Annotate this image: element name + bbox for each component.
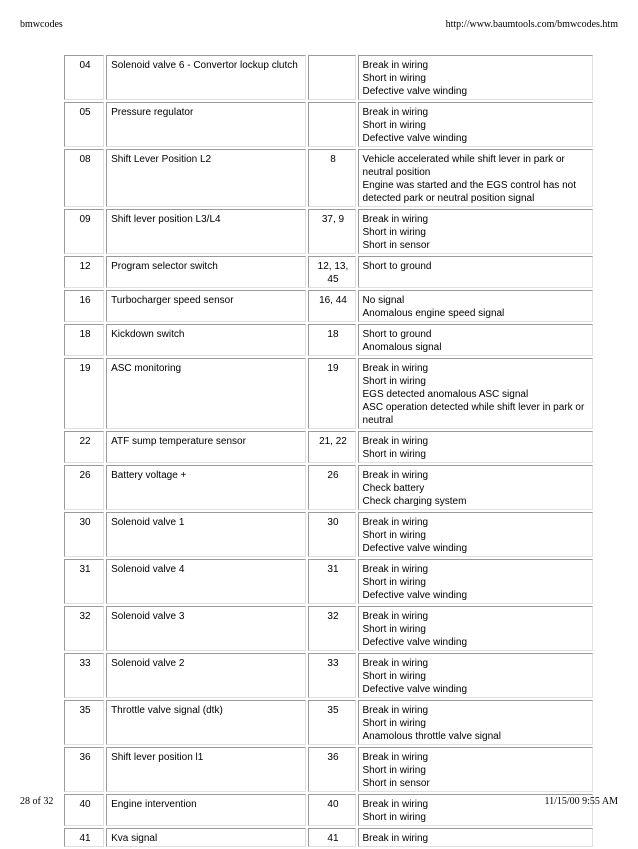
component-description-cell: Solenoid valve 1	[106, 512, 306, 557]
pin-number-cell: 37, 9	[308, 209, 355, 254]
pin-number-cell	[308, 55, 355, 100]
component-description-cell: Shift lever position L3/L4	[106, 209, 306, 254]
fault-condition-line: Check battery	[362, 483, 425, 494]
fault-conditions-cell	[358, 747, 593, 792]
fault-code-cell: 19	[64, 358, 104, 429]
fault-condition-line: Short in wiring	[362, 120, 426, 131]
fault-code-cell: 35	[64, 700, 104, 745]
fault-condition-line: Break in wiring	[362, 214, 429, 225]
page-title: bmwcodes	[20, 19, 63, 30]
fault-condition-line: Break in wiring	[362, 470, 429, 481]
fault-condition-line: Defective valve winding	[362, 684, 468, 695]
table-row	[64, 828, 593, 847]
page-header	[20, 19, 618, 30]
fault-condition-line: Short in wiring	[362, 671, 426, 682]
fault-condition-line: Short in sensor	[362, 240, 430, 251]
pin-number-cell: 32	[308, 606, 355, 651]
component-description-cell: Solenoid valve 2	[106, 653, 306, 698]
fault-conditions-cell	[358, 55, 593, 100]
fault-condition-line: No signal	[362, 295, 405, 306]
pin-number-cell: 19	[308, 358, 355, 429]
pin-number-cell: 30	[308, 512, 355, 557]
fault-condition-line: Defective valve winding	[362, 133, 468, 144]
fault-code-cell: 41	[64, 828, 104, 847]
fault-condition-line: Short in wiring	[362, 449, 426, 460]
fault-condition-line: Short in wiring	[362, 227, 426, 238]
table-row	[64, 465, 593, 510]
fault-code-table	[62, 53, 595, 849]
fault-condition-line: Defective valve winding	[362, 86, 468, 97]
fault-condition-line: Vehicle accelerated while shift lever in park or neutral position	[362, 154, 565, 178]
fault-conditions-cell	[358, 256, 593, 288]
page-url: http://www.baumtools.com/bmwcodes.htm	[445, 19, 618, 30]
fault-conditions-cell	[358, 102, 593, 147]
fault-conditions-cell	[358, 324, 593, 356]
table-row	[64, 747, 593, 792]
fault-conditions-cell	[358, 700, 593, 745]
fault-condition-line: Anamolous throttle valve signal	[362, 731, 501, 742]
fault-conditions-cell	[358, 149, 593, 207]
fault-condition-line: Short in wiring	[362, 577, 426, 588]
table-row	[64, 358, 593, 429]
fault-code-cell: 05	[64, 102, 104, 147]
fault-code-cell: 26	[64, 465, 104, 510]
pin-number-cell: 21, 22	[308, 431, 355, 463]
pin-number-cell: 8	[308, 149, 355, 207]
fault-code-cell: 18	[64, 324, 104, 356]
fault-condition-line: Short in wiring	[362, 812, 426, 823]
fault-conditions-cell	[358, 358, 593, 429]
fault-code-cell: 22	[64, 431, 104, 463]
table-row	[64, 431, 593, 463]
fault-conditions-cell	[358, 828, 593, 847]
fault-condition-line: Anomalous engine speed signal	[362, 308, 505, 319]
component-description-cell: Shift lever position l1	[106, 747, 306, 792]
fault-condition-line: Short in wiring	[362, 718, 426, 729]
pin-number-cell: 16, 44	[308, 290, 355, 322]
table-row	[64, 559, 593, 604]
fault-condition-line: Defective valve winding	[362, 637, 468, 648]
table-row	[64, 512, 593, 557]
component-description-cell: Battery voltage +	[106, 465, 306, 510]
fault-conditions-cell	[358, 431, 593, 463]
pin-number-cell: 12, 13, 45	[308, 256, 355, 288]
table-row	[64, 653, 593, 698]
table-row	[64, 290, 593, 322]
pin-number-cell: 18	[308, 324, 355, 356]
pin-number-cell	[308, 102, 355, 147]
fault-conditions-cell	[358, 559, 593, 604]
component-description-cell: Solenoid valve 3	[106, 606, 306, 651]
fault-condition-line: Short in wiring	[362, 765, 426, 776]
fault-condition-line: Defective valve winding	[362, 590, 468, 601]
fault-condition-line: Short in sensor	[362, 778, 430, 789]
fault-condition-line: EGS detected anomalous ASC signal	[362, 389, 529, 400]
table-row	[64, 324, 593, 356]
pin-number-cell: 36	[308, 747, 355, 792]
fault-code-cell: 08	[64, 149, 104, 207]
fault-condition-line: Break in wiring	[362, 564, 429, 575]
table-row	[64, 606, 593, 651]
pin-number-cell: 33	[308, 653, 355, 698]
fault-condition-line: Break in wiring	[362, 436, 429, 447]
fault-condition-line: Break in wiring	[362, 363, 429, 374]
fault-condition-line: Break in wiring	[362, 799, 429, 810]
fault-condition-line: ASC operation detected while shift lever in park or neutral	[362, 402, 585, 426]
fault-code-cell: 04	[64, 55, 104, 100]
component-description-cell: ATF sump temperature sensor	[106, 431, 306, 463]
fault-conditions-cell	[358, 209, 593, 254]
fault-condition-line: Break in wiring	[362, 107, 429, 118]
component-description-cell: Throttle valve signal (dtk)	[106, 700, 306, 745]
fault-condition-line: Short in wiring	[362, 376, 426, 387]
page-footer	[20, 796, 618, 807]
component-description-cell: Turbocharger speed sensor	[106, 290, 306, 322]
fault-condition-line: Break in wiring	[362, 658, 429, 669]
page-number: 28 of 32	[20, 796, 54, 807]
component-description-cell: Solenoid valve 4	[106, 559, 306, 604]
pin-number-cell: 26	[308, 465, 355, 510]
pin-number-cell: 40	[308, 794, 355, 826]
fault-condition-line: Short to ground	[362, 261, 432, 272]
fault-condition-line: Short in wiring	[362, 73, 426, 84]
fault-code-cell: 33	[64, 653, 104, 698]
fault-code-cell: 31	[64, 559, 104, 604]
component-description-cell: Kva signal	[106, 828, 306, 847]
fault-code-cell: 16	[64, 290, 104, 322]
table-row	[64, 209, 593, 254]
fault-condition-line: Break in wiring	[362, 517, 429, 528]
component-description-cell: Engine intervention	[106, 794, 306, 826]
pin-number-cell: 41	[308, 828, 355, 847]
component-description-cell: ASC monitoring	[106, 358, 306, 429]
component-description-cell: Pressure regulator	[106, 102, 306, 147]
fault-condition-line: Check charging system	[362, 496, 467, 507]
fault-condition-line: Engine was started and the EGS control has not detected park or neutral position signal	[362, 180, 576, 204]
fault-condition-line: Defective valve winding	[362, 543, 468, 554]
fault-condition-line: Short in wiring	[362, 624, 426, 635]
pin-number-cell: 31	[308, 559, 355, 604]
fault-code-cell: 40	[64, 794, 104, 826]
table-row	[64, 700, 593, 745]
table-row	[64, 149, 593, 207]
fault-conditions-cell	[358, 290, 593, 322]
fault-condition-line: Anomalous signal	[362, 342, 442, 353]
fault-code-cell: 09	[64, 209, 104, 254]
fault-condition-line: Break in wiring	[362, 611, 429, 622]
component-description-cell: Kickdown switch	[106, 324, 306, 356]
table-row	[64, 256, 593, 288]
component-description-cell: Shift Lever Position L2	[106, 149, 306, 207]
fault-code-cell: 32	[64, 606, 104, 651]
fault-conditions-cell	[358, 606, 593, 651]
fault-code-cell: 30	[64, 512, 104, 557]
fault-condition-line: Break in wiring	[362, 60, 429, 71]
fault-condition-line: Break in wiring	[362, 833, 429, 844]
fault-condition-line: Short to ground	[362, 329, 432, 340]
fault-condition-line: Break in wiring	[362, 705, 429, 716]
fault-code-cell: 36	[64, 747, 104, 792]
fault-condition-line: Break in wiring	[362, 752, 429, 763]
fault-condition-line: Short in wiring	[362, 530, 426, 541]
component-description-cell: Program selector switch	[106, 256, 306, 288]
table-row	[64, 102, 593, 147]
fault-conditions-cell	[358, 653, 593, 698]
fault-conditions-cell	[358, 512, 593, 557]
table-row	[64, 55, 593, 100]
fault-conditions-cell	[358, 465, 593, 510]
print-timestamp: 11/15/00 9:55 AM	[544, 796, 618, 807]
fault-code-cell: 12	[64, 256, 104, 288]
pin-number-cell: 35	[308, 700, 355, 745]
fault-code-rows	[64, 55, 593, 847]
component-description-cell: Solenoid valve 6 - Convertor lockup clutch	[106, 55, 306, 100]
